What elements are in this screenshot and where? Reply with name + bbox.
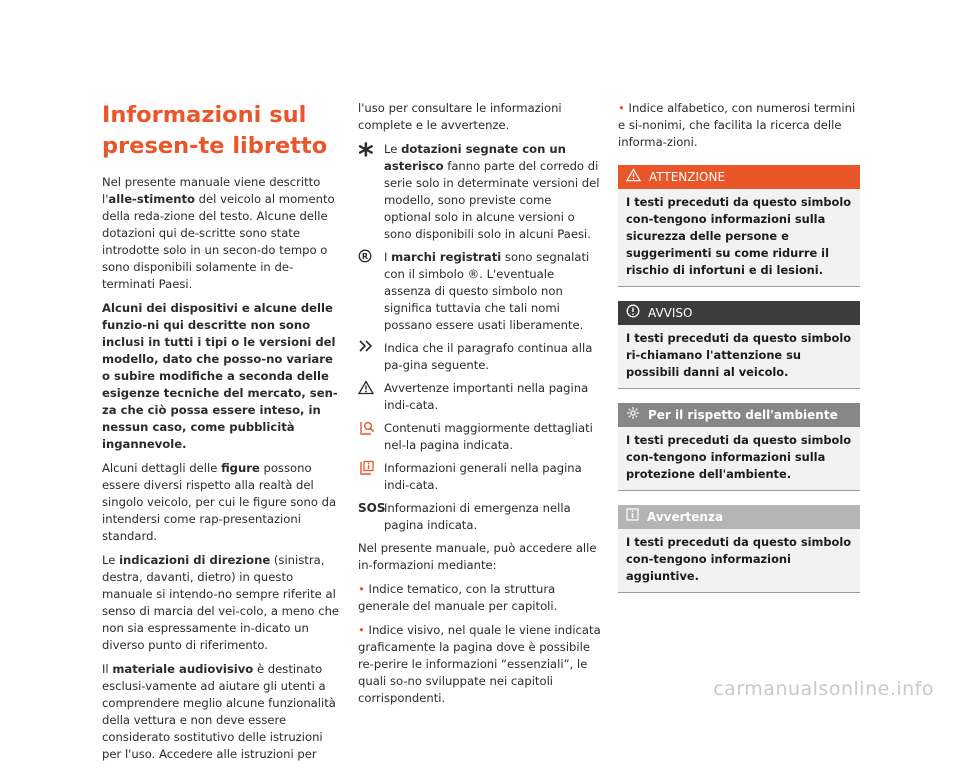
bold-text: materiale audiovisivo [112,662,254,676]
bold-text: dotazioni segnate con un asterisco [384,142,566,173]
bold-text: alle-stimento [108,192,195,206]
sos-icon: SOS [358,501,386,515]
notice-body: I testi preceduti da questo simbolo con-tengono informazioni aggiuntive. [618,529,860,592]
notice-header [618,403,860,427]
bullet-icon: • [358,582,365,596]
text: Alcuni dettagli delle [102,461,222,475]
column-3 [618,100,860,607]
symbol-text: Avvertenze importanti nella pagina indi-cata. [384,381,589,412]
symbol-row-asterisk [358,138,602,243]
info-page-icon [358,460,384,481]
text: I [384,250,392,264]
symbol-row-registered [358,249,602,334]
leaf-icon [626,406,640,425]
bullet-alphabetic-index [618,100,860,151]
bold-text: indicazioni di direzione [119,553,271,567]
svg-text:R: R [361,252,369,261]
text: possono essere diversi rispetto alla realtà del singolo veicolo, per cui le figure sono da intendersi come rap-presentazioni standard. [102,461,337,543]
text: è destinato esclusi-vamente ad aiutare gli utenti a comprendere meglio alcune funzionalità della vettura e non deve essere considerato sostitutivo delle istruzioni per l'uso. Accedere alle istruzioni per [102,662,336,761]
symbol-row-emergency [358,500,602,534]
notice-body: I testi preceduti da questo simbolo ri-chiamano l'attenzione su possibili danni al veicolo. [618,325,860,388]
asterisk-icon: * [358,138,374,173]
paragraph-audiovisual [102,661,340,763]
symbol-text: Informazioni di emergenza nella pagina indicata. [384,501,571,532]
notice-box-warning [618,165,860,287]
symbol-row-details [358,420,602,454]
symbol-row-general-info [358,460,602,494]
bullet-visual-index [358,622,602,707]
info-square-icon [626,508,639,526]
text: Nel presente manuale viene descritto l' [102,175,321,206]
registered-icon [358,249,384,268]
text: Le [102,553,120,567]
notice-body: I testi preceduti da questo simbolo con-tengono informazioni sulla sicurezza delle persone e suggerimenti su come ridurre il rischio di infortuni e di lesioni. [618,189,860,286]
column-2 [358,100,602,714]
symbol-text: Contenuti maggiormente dettagliati nel-la pagina indicata. [384,421,593,452]
paragraph-directions [102,552,340,654]
notice-header [618,301,860,325]
text: Il [102,662,113,676]
notice-title: AVVISO [648,305,693,320]
paragraph-disclaimer: Alcuni dei dispositivi e alcune delle funzio-ni qui descritte non sono inclusi in tutti i tipi o le versioni del modello, dato che posso-no variare o subire modifiche a seconda delle esigenze tecniche del mercato, sen-za che ciò possa essere inteso, in nessun caso, come pubblicità ingannevole. [102,301,338,451]
symbol-text: Indica che il paragrafo continua alla pa-gina seguente. [384,341,593,372]
notice-body: I testi preceduti da questo simbolo con-tengono informazioni sulla protezione dell'ambiente. [618,427,860,490]
bullet-thematic-index [358,581,602,615]
text: Indice tematico, con la struttura generale del manuale per capitoli. [358,582,558,613]
text: Indice alfabetico, con numerosi termini e si-nonimi, che facilita la ricerca delle informa-zioni. [618,101,856,149]
paragraph-figures [102,460,340,545]
text: Indice visivo, nel quale le viene indicata graficamente la pagina dove è possibile re-perire le informazioni “essenziali”, le quali so-no sviluppate nei capitoli corrispondenti. [358,623,601,705]
paragraph-access: Nel presente manuale, può accedere alle in-formazioni mediante: [358,541,597,572]
warning-triangle-icon [358,380,384,400]
symbol-row-continue [358,340,602,374]
bold-text: figure [221,461,260,475]
notice-box-notice [618,301,860,389]
notice-box-environment [618,403,860,491]
symbol-text: Informazioni generali nella pagina indi-cata. [384,461,582,492]
paragraph-intro: l'uso per consultare le informazioni complete e le avvertenze. [358,101,562,132]
double-chevron-icon [358,340,384,357]
warning-triangle-icon [626,168,641,187]
exclamation-circle-icon [626,304,640,323]
notice-title: Avvertenza [647,509,724,524]
bold-text: marchi registrati [391,250,502,264]
notice-box-note [618,505,860,593]
notice-header [618,165,860,189]
notice-title: Per il rispetto dell'ambiente [648,407,838,422]
watermark: carmanualsonline.info [713,678,934,700]
symbol-row-warning [358,380,602,414]
bullet-icon: • [618,101,625,115]
bullet-icon: • [358,623,365,637]
notice-title: ATTENZIONE [649,169,726,184]
column-1 [102,100,340,770]
text: fanno parte del corredo di serie solo in determinate versioni del modello, sono previste come optional solo in alcune versioni o sono disponibili solo in alcuni Paesi. [384,159,600,241]
text: sono segnalati con il simbolo ®. L'eventuale assenza di questo simbolo non significa tuttavia che tali nomi possano essere usati liberamente. [384,250,590,332]
symbol-text [384,141,602,243]
page-title: Informazioni sul presen-te libretto [102,102,328,159]
symbol-text [384,249,602,334]
text: (sinistra, destra, davanti, dietro) in questo manuale si intendo-no sempre riferite al senso di marcia del vei-colo, a meno che non sia espressamente in-dicato un diverso punto di riferimento. [102,553,340,652]
paragraph-equipment [102,174,340,293]
text: del veicolo al momento della reda-zione del testo. Alcune delle dotazioni qui de-scritte sono state introdotte solo in un secon-do tempo o sono disponibili solamente in de-terminati Paesi. [102,192,335,291]
text: Le [384,142,402,156]
notice-header [618,505,860,529]
magnifier-page-icon [358,420,384,441]
